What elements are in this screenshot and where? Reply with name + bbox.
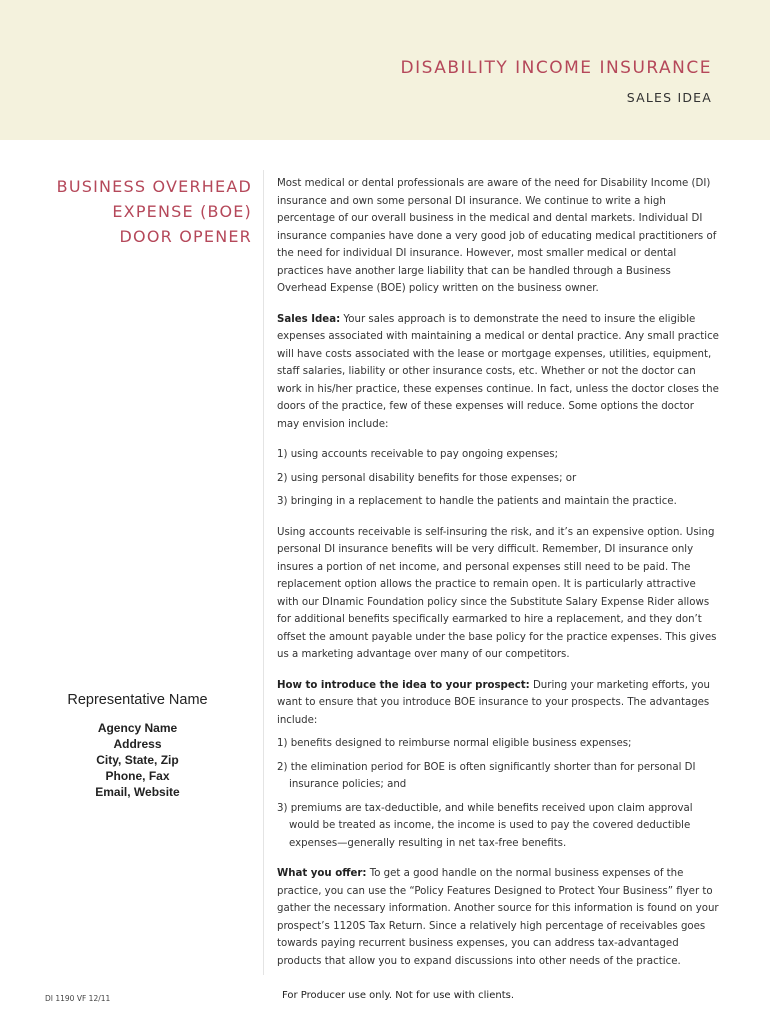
intro-paragraph: Most medical or dental professionals are aware of the need for Disability Income (DI) insurance and own some personal DI insurance. We continue to write a high percentage of our overall business in the medical and dental markets. Individual DI insurance companies have done a very good job of educating medical practitioners of the need for individual DI insurance. However, most smaller medical or dental practices have another large liability that can be handled through a Business Overhead Expense (BOE) policy written on the business owner. [277, 178, 717, 294]
sidebar-title-line: EXPENSE (BOE) [112, 202, 252, 221]
sidebar-title-line: BUSINESS OVERHEAD [56, 177, 252, 196]
advantage-item: 1) benefits designed to reimburse normal eligible business expenses; [277, 738, 632, 749]
representative-block [40, 692, 235, 800]
option-item: 2) using personal disability benefits for those expenses; or [277, 472, 577, 484]
agency-phone-fax: Phone, Fax [105, 769, 170, 783]
sales-idea-label: Sales Idea: [277, 313, 341, 325]
document-subtitle: SALES IDEA [626, 90, 712, 105]
sidebar-title-line: DOOR OPENER [119, 227, 252, 246]
main-content [277, 175, 719, 983]
sidebar-title [12, 174, 252, 249]
analysis-paragraph: Using accounts receivable is self-insuring the risk, and it’s an expensive option. Using personal DI insurance benefits will be very difficult. Remember, DI insurance only insures a portion of net income, and personal expenses still need to be paid. The replacement option allows the practice to remain open. It is particularly attractive with our DInamic Foundation policy since the Substitute Salary Expense Rider allows for additional benefits specifically earmarked to hire a replacement, and they don’t offset the amount payable under the base policy for the practice expenses. This gives us a marketing advantage over many of our competitors. [277, 526, 717, 660]
introduce-label: How to introduce the idea to your prospect: [277, 679, 530, 691]
agency-email-website: Email, Website [95, 785, 180, 799]
header-banner [0, 0, 770, 140]
form-code: DI 1190 VF 12/11 [45, 994, 111, 1003]
agency-address: Address [113, 737, 162, 751]
agency-name: Agency Name [97, 721, 178, 735]
usage-notice: For Producer use only. Not for use with clients. [282, 990, 515, 1001]
option-item: 1) using accounts receivable to pay ongoing expenses; [277, 449, 559, 460]
column-divider [263, 170, 264, 975]
introduce-text: During your marketing efforts, you want to ensure that you introduce BOE insurance to your prospects. The advantages include: [277, 679, 710, 726]
introduce-paragraph [277, 677, 719, 730]
advantage-item: 3) premiums are tax-deductible, and while benefits received upon claim approval would be treated as income, the income is used to pay the covered deductible expenses—generally resulting in net tax-free benefits. [277, 802, 693, 849]
sales-idea-paragraph [277, 311, 719, 434]
advantage-item: 2) the elimination period for BOE is often significantly shorter than for personal DI insurance policies; and [277, 761, 696, 790]
agency-city-state-zip: City, State, Zip [96, 753, 179, 767]
offer-paragraph [277, 865, 719, 970]
representative-name: Representative Name [67, 692, 208, 708]
option-item: 3) bringing in a replacement to handle the patients and maintain the practice. [277, 496, 677, 507]
sales-idea-text: Your sales approach is to demonstrate the need to insure the eligible expenses associated with maintaining a medical or dental practice. Any small practice will have costs associated with the lease or mortgage expenses, utilities, equipment, staff salaries, liability or other insurance costs, etc. Whether or not the doctor can work in his/her practice, these expenses continue. In fact, unless the doctor closes the doors of the practice, few of these expenses will reduce. Some options the doctor may envision include: [277, 313, 719, 430]
offer-text: To get a good handle on the normal business expenses of the practice, you can use the “Policy Features Designed to Protect Your Business” flyer to gather the necessary information. Another source for this information is found on your prospect’s 1120S Tax Return. Since a relatively high percentage of receivables goes towards paying recurrent business expenses, you can address tax-advantaged products that allow you to expand discussions into other needs of the practice. [277, 868, 719, 967]
offer-label: What you offer: [277, 868, 367, 879]
document-title: DISABILITY INCOME INSURANCE [400, 58, 712, 78]
